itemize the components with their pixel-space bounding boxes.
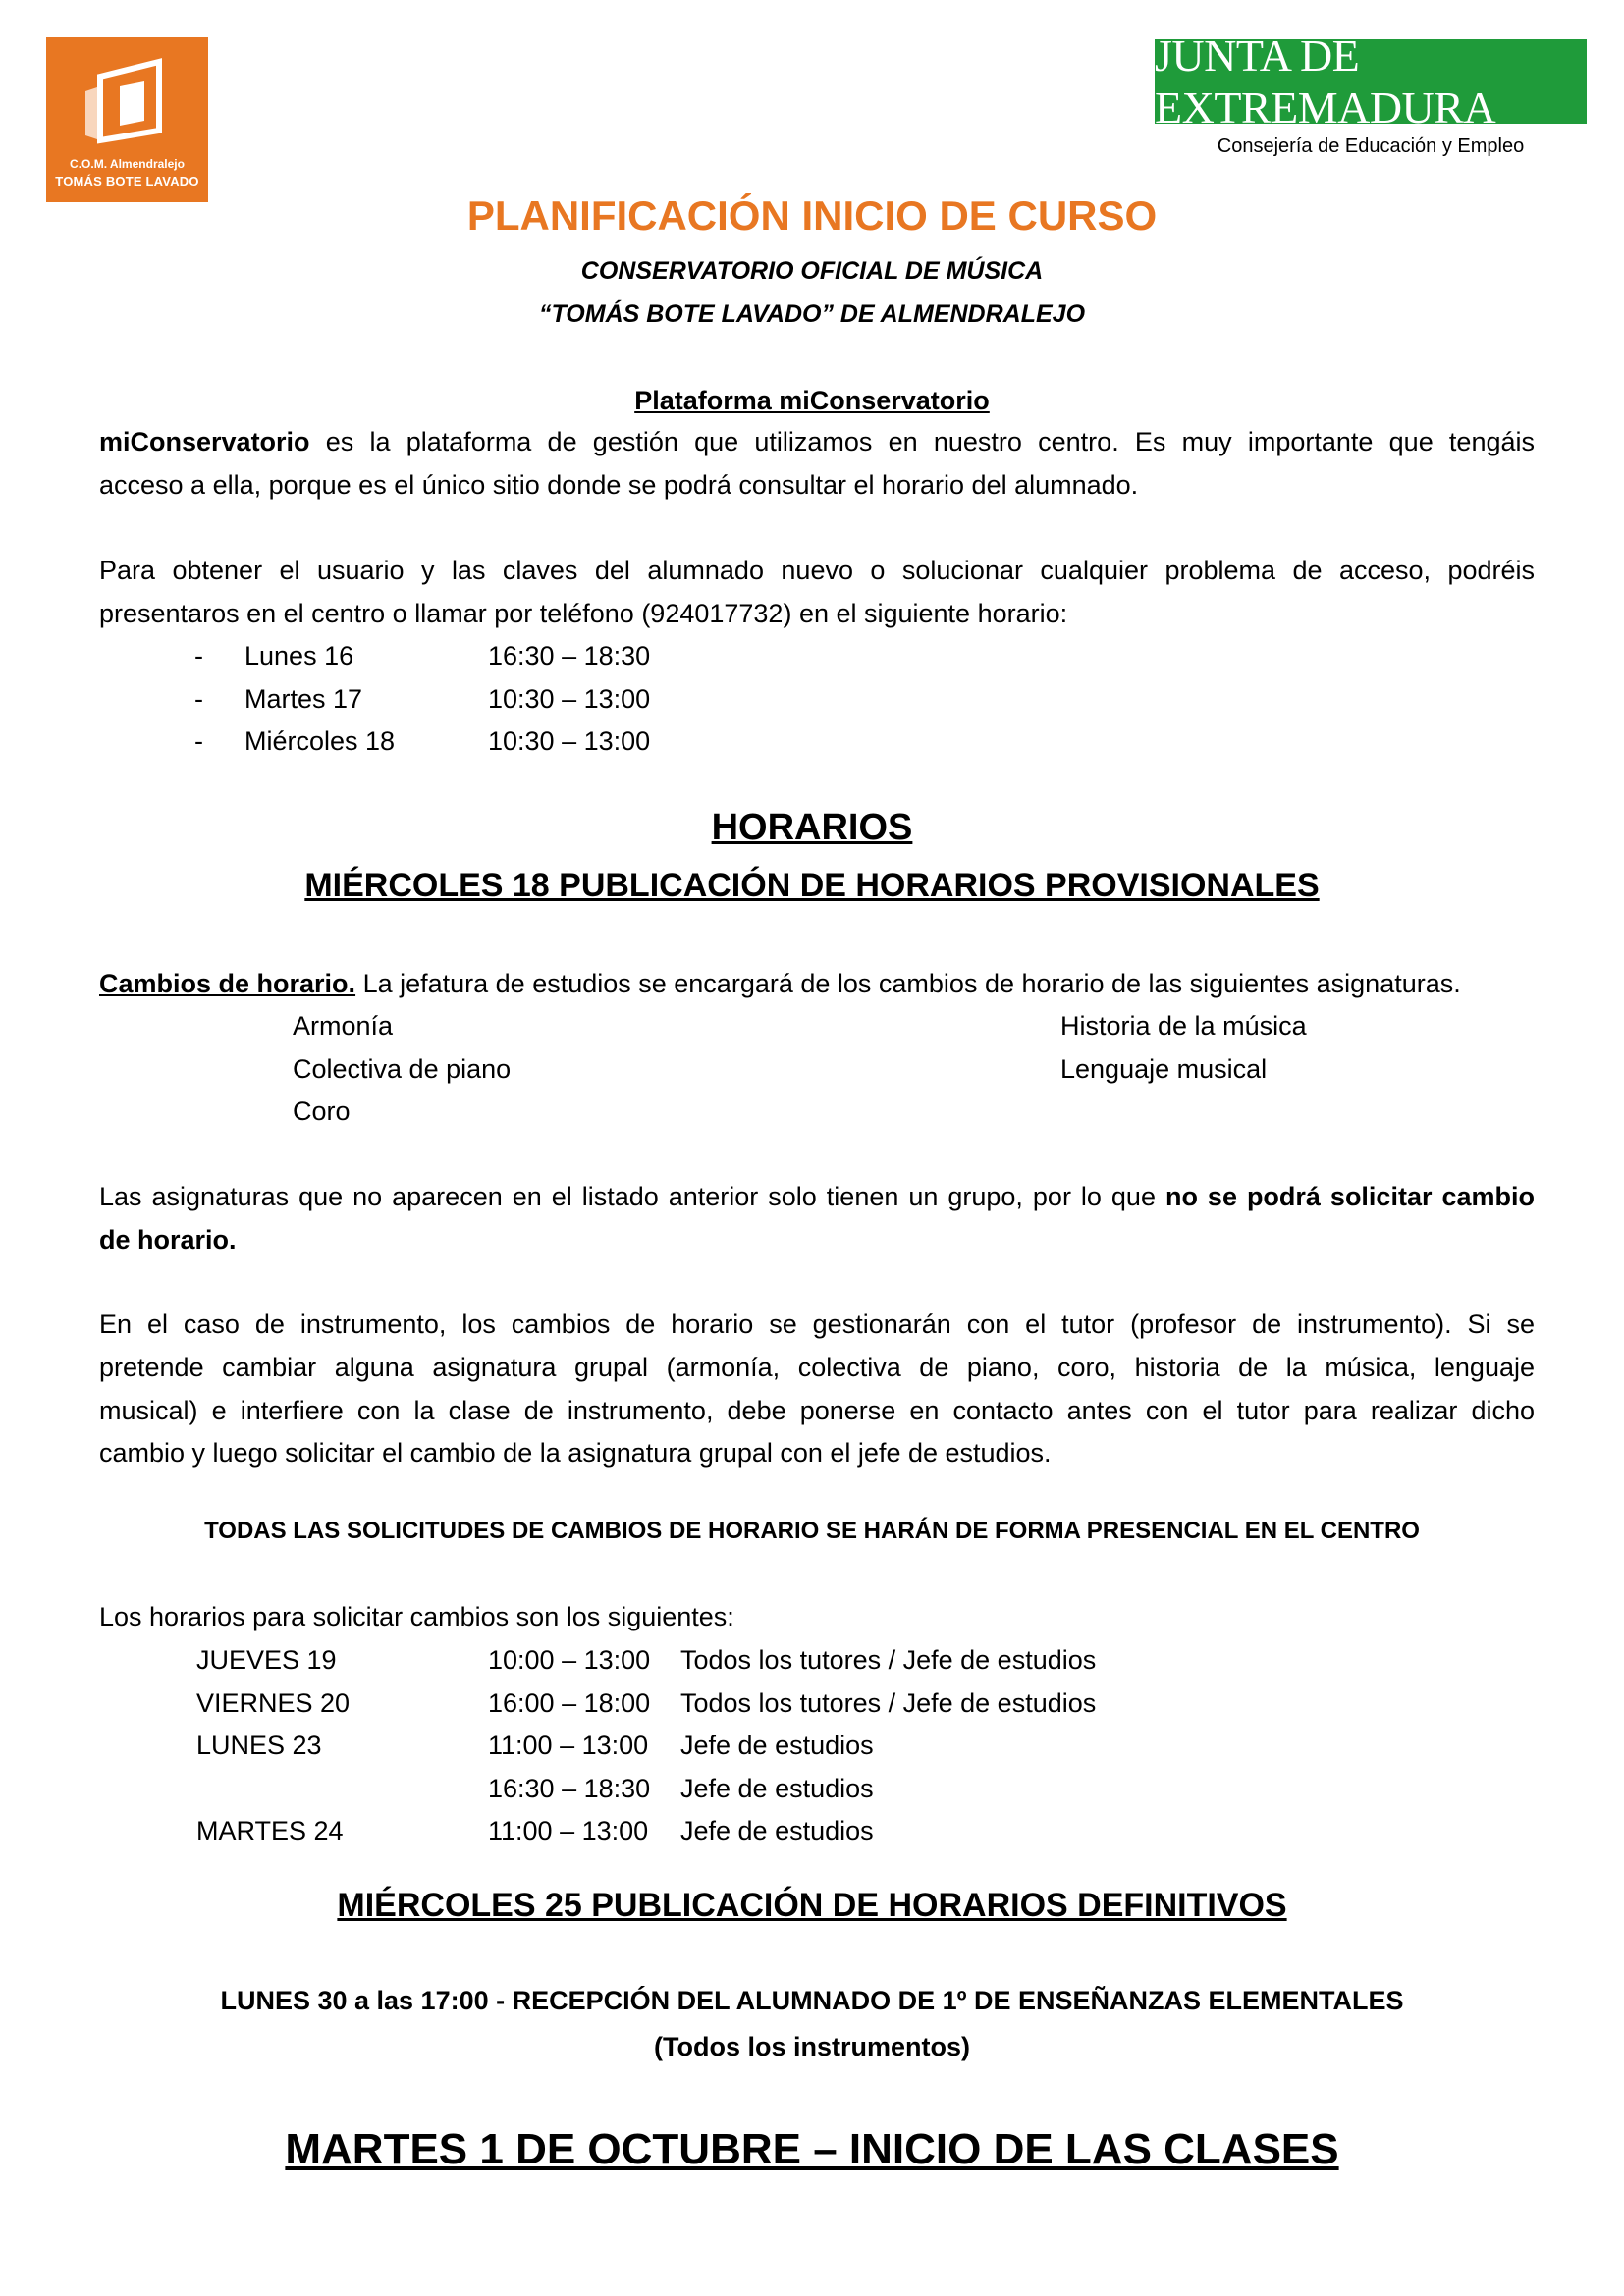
schedule-time: 16:30 – 18:30	[488, 1774, 651, 1803]
subject-item: Lenguaje musical	[1060, 1054, 1268, 1084]
single-group-line2: de horario.	[99, 1225, 237, 1255]
instrument-line: cambio y luego solicitar el cambio de la asignatura grupal con el jefe de estudios.	[99, 1438, 1052, 1468]
instrument-line: pretende cambiar alguna asignatura grupal (armonía, colectiva de piano, coro, historia de la música, lenguaje	[99, 1353, 1535, 1382]
schedule-time: 11:00 – 13:00	[488, 1731, 649, 1760]
table-row	[0, 1682, 1624, 1725]
schedule-day: VIERNES 20	[196, 1688, 351, 1718]
schedule-intro: Los horarios para solicitar cambios son los siguientes:	[99, 1602, 734, 1631]
changes-text: La jefatura de estudios se encargará de los cambios de horario de las siguientes asignaturas.	[355, 969, 1461, 998]
hours-day: Miércoles 18	[244, 726, 396, 756]
bullet-dash: -	[194, 684, 203, 714]
subjects-row	[0, 1047, 1624, 1091]
subject-item: Coro	[293, 1096, 351, 1126]
instrument-line: En el caso de instrumento, los cambios de horario se gestionarán con el tutor (profesor de instrumento). Si se	[99, 1309, 1535, 1339]
schedule-who: Todos los tutores / Jefe de estudios	[680, 1688, 1097, 1718]
hours-day: Lunes 16	[244, 641, 354, 670]
schedule-time: 10:00 – 13:00	[488, 1645, 651, 1675]
schedule-day: LUNES 23	[196, 1731, 322, 1760]
hours-time: 10:30 – 13:00	[488, 726, 651, 756]
all-requests-notice: TODAS LAS SOLICITUDES DE CAMBIOS DE HORARIO SE HARÁN DE FORMA PRESENCIAL EN EL CENTRO	[204, 1518, 1420, 1544]
bullet-dash: -	[194, 726, 203, 756]
single-group-normal: Las asignaturas que no aparecen en el listado anterior solo tienen un grupo, por lo que	[99, 1182, 1165, 1211]
platform-p1-rest: es la plataforma de gestión que utilizamos en nuestro centro. Es muy importante que tengáis	[309, 427, 1535, 456]
table-row	[0, 1809, 1624, 1852]
platform-p1-line1	[99, 420, 1535, 463]
recepcion-line2: (Todos los instrumentos)	[654, 2032, 970, 2061]
conservatory-logo-line1: C.O.M. Almendralejo	[70, 157, 185, 171]
platform-p2-line1: Para obtener el usuario y las claves del alumnado nuevo o solucionar cualquier problema de acceso, podréis	[99, 556, 1535, 585]
schedule-who: Jefe de estudios	[680, 1816, 874, 1845]
list-item	[0, 634, 1624, 677]
provisional-heading: MIÉRCOLES 18 PUBLICACIÓN DE HORARIOS PROVISIONALES	[304, 867, 1320, 904]
schedule-who: Jefe de estudios	[680, 1731, 874, 1760]
subject-item: Historia de la música	[1060, 1011, 1307, 1041]
subject-item: Colectiva de piano	[293, 1054, 512, 1084]
conservatory-logo-line2: TOMÁS BOTE LAVADO	[55, 174, 199, 188]
list-item	[0, 720, 1624, 763]
table-row	[0, 1724, 1624, 1767]
table-row	[0, 1638, 1624, 1682]
recepcion-line1: LUNES 30 a las 17:00 - RECEPCIÓN DEL ALUMNADO DE 1º DE ENSEÑANZAS ELEMENTALES	[220, 1986, 1404, 2015]
hours-time: 10:30 – 13:00	[488, 684, 651, 714]
junta-logo-subtitle: Consejería de Educación y Empleo	[1217, 135, 1525, 157]
schedule-time: 11:00 – 13:00	[488, 1816, 649, 1845]
platform-p1-line2: acceso a ella, porque es el único sitio donde se podrá consultar el horario del alumnado.	[99, 470, 1139, 500]
junta-logo: JUNTA DE EXTREMADURA	[1155, 39, 1587, 124]
schedule-time: 16:00 – 18:00	[488, 1688, 651, 1718]
page-title: PLANIFICACIÓN INICIO DE CURSO	[466, 192, 1158, 239]
subtitle-1: CONSERVATORIO OFICIAL DE MÚSICA	[580, 257, 1044, 285]
inicio-heading: MARTES 1 DE OCTUBRE – INICIO DE LAS CLASES	[285, 2125, 1339, 2173]
horarios-heading: HORARIOS	[711, 807, 913, 848]
schedule-day: JUEVES 19	[196, 1645, 337, 1675]
schedule-who: Jefe de estudios	[680, 1774, 874, 1803]
single-group-bold: no se podrá solicitar cambio	[1164, 1182, 1535, 1211]
subjects-row	[0, 1004, 1624, 1047]
platform-p2-line2: presentaros en el centro o llamar por teléfono (924017732) en el siguiente horario:	[99, 599, 1068, 628]
hours-time: 16:30 – 18:30	[488, 641, 651, 670]
table-row	[0, 1767, 1624, 1810]
bullet-dash: -	[194, 641, 203, 670]
platform-name: miConservatorio	[99, 427, 310, 456]
definitivos-heading: MIÉRCOLES 25 PUBLICACIÓN DE HORARIOS DEFINITIVOS	[337, 1887, 1287, 1924]
list-item	[0, 677, 1624, 721]
conservatory-emblem-icon	[46, 37, 208, 155]
instrument-line: musical) e interfiere con la clase de instrumento, debe ponerse en contacto antes con el tutor para realizar dicho	[99, 1396, 1535, 1425]
platform-heading: Plataforma miConservatorio	[634, 386, 990, 415]
conservatory-logo	[46, 37, 208, 202]
changes-label: Cambios de horario.	[99, 969, 356, 998]
schedule-day: MARTES 24	[196, 1816, 344, 1845]
subtitle-2: “TOMÁS BOTE LAVADO” DE ALMENDRALEJO	[538, 300, 1086, 328]
subjects-row	[0, 1090, 1624, 1133]
subject-item: Armonía	[293, 1011, 394, 1041]
changes-paragraph	[99, 962, 1535, 1005]
schedule-who: Todos los tutores / Jefe de estudios	[680, 1645, 1097, 1675]
hours-day: Martes 17	[244, 684, 363, 714]
single-group-line1	[99, 1175, 1535, 1218]
